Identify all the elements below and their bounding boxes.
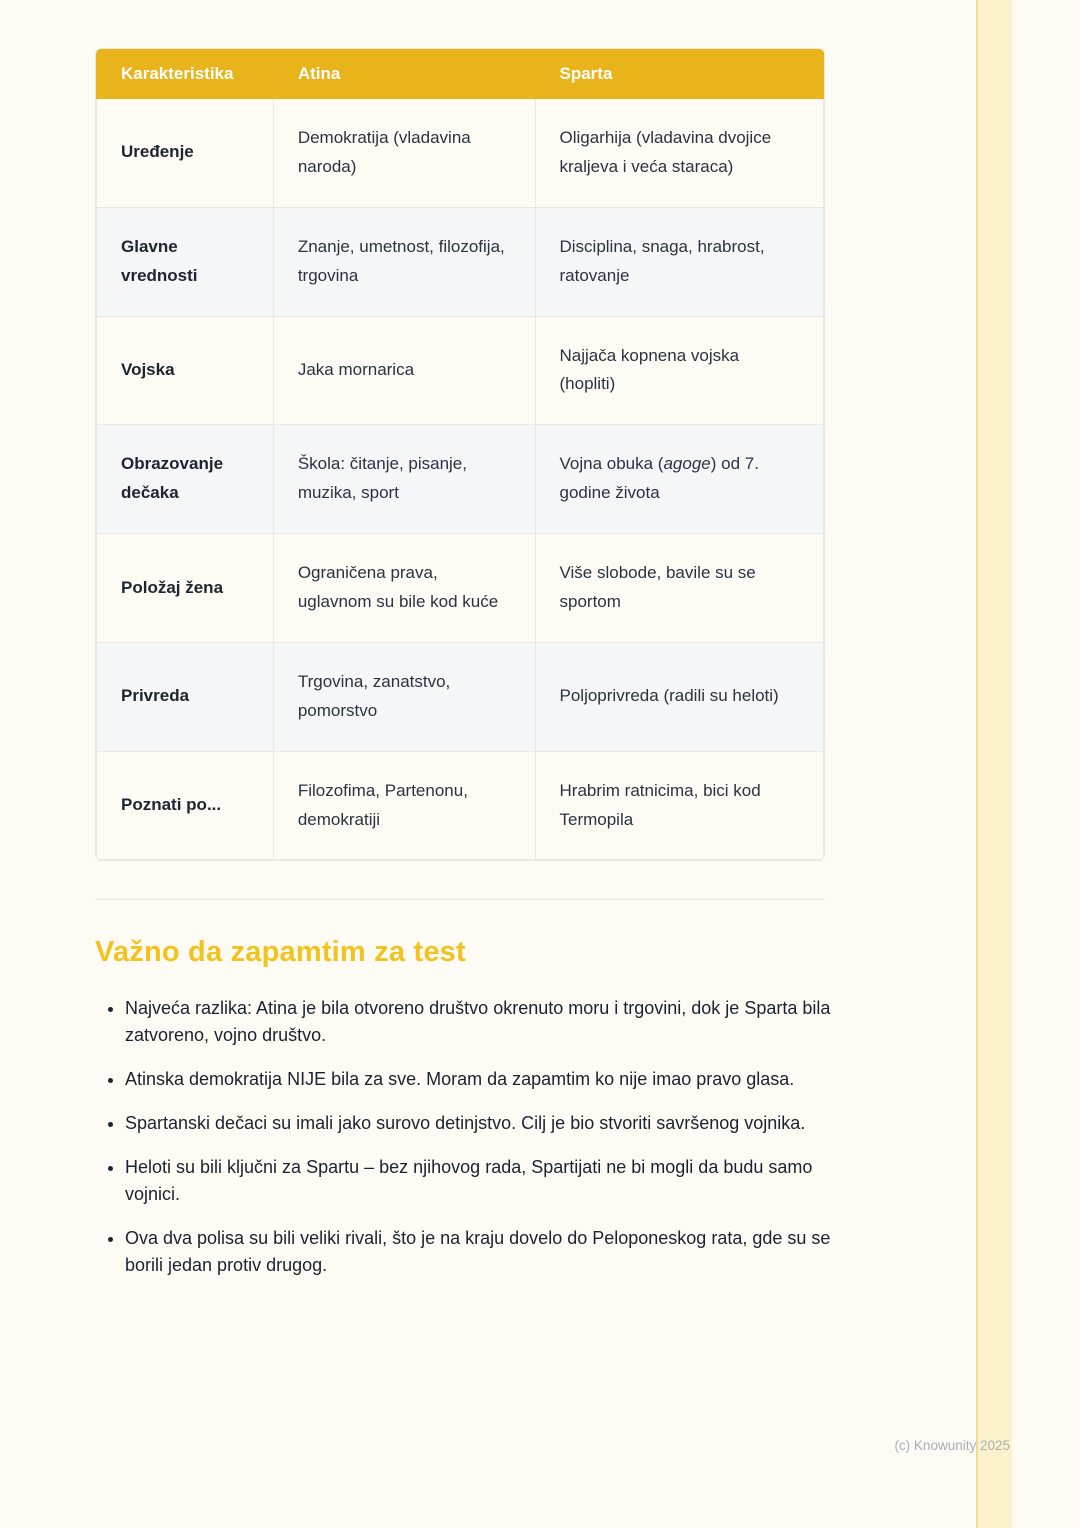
cell-atina: Demokratija (vladavina naroda) [273, 99, 535, 208]
table-row [97, 425, 824, 534]
cell-atina: Jaka mornarica [273, 316, 535, 425]
cell-feature: Uređenje [97, 99, 274, 208]
table-row [97, 642, 824, 751]
cell-feature: Položaj žena [97, 534, 274, 643]
copyright-text: (c) Knowunity 2025 [894, 1438, 1010, 1453]
cell-atina: Znanje, umetnost, filozofija, trgovina [273, 207, 535, 316]
list-item-text: Atinska demokratija NIJE bila za sve. Moram da zapamtim ko nije imao pravo glasa. [125, 1069, 795, 1090]
section-divider [95, 899, 825, 900]
table-row [97, 99, 824, 208]
list-item [125, 995, 855, 1049]
cell-feature: Glavne vrednosti [97, 207, 274, 316]
cell-sparta: Više slobode, bavile su se sportom [535, 534, 824, 643]
page-edge-stripe [976, 0, 1012, 1528]
cell-sparta: Najjača kopnena vojska (hopliti) [535, 316, 824, 425]
table-header-row [97, 50, 824, 99]
section-title: Važno da zapamtim za test [95, 936, 466, 969]
list-item [125, 1225, 855, 1279]
list-item-text: Heloti su bili ključni za Spartu – bez njihovog rada, Spartijati ne bi mogli da budu samo vojnici. [125, 1157, 813, 1205]
list-item-text: Ova dva polisa su bili veliki rivali, što je na kraju dovelo do Peloponeskog rata, gde su se borili jedan protiv drugog. [125, 1228, 831, 1276]
cell-sparta: Poljoprivreda (radili su heloti) [535, 642, 824, 751]
cell-sparta-text: Vojna obuka ( [559, 454, 664, 474]
comparison-table [96, 49, 824, 860]
list-item [125, 1110, 855, 1137]
cell-sparta: Disciplina, snaga, hrabrost, ratovanje [535, 207, 824, 316]
cell-sparta: Hrabrim ratnicima, bici kod Termopila [535, 751, 824, 860]
cell-sparta-text: ) od 7. godine života [559, 454, 759, 503]
column-header-sparta: Sparta [535, 50, 824, 99]
cell-sparta [535, 425, 824, 534]
cell-atina: Škola: čitanje, pisanje, muzika, sport [273, 425, 535, 534]
table-row [97, 207, 824, 316]
column-header-atina: Atina [273, 50, 535, 99]
list-item [125, 1154, 855, 1208]
list-item-text: Najveća razlika: Atina je bila otvoreno društvo okrenuto moru i trgovini, dok je Sparta bila zatvoreno, vojno društvo. [125, 998, 831, 1046]
table-row [97, 751, 824, 860]
cell-feature: Vojska [97, 316, 274, 425]
table-row [97, 534, 824, 643]
column-header-karakteristika: Karakteristika [97, 50, 274, 99]
agoge-italic-term: agoge [663, 454, 711, 474]
cell-feature: Obrazovanje dečaka [97, 425, 274, 534]
list-item-text: Spartanski dečaci su imali jako surovo detinjstvo. Cilj je bio stvoriti savršenog vojnika. [125, 1113, 806, 1134]
cell-atina: Trgovina, zanatstvo, pomorstvo [273, 642, 535, 751]
cell-atina: Ograničena prava, uglavnom su bile kod kuće [273, 534, 535, 643]
key-points-list [95, 995, 855, 1279]
comparison-table-wrapper [95, 48, 825, 861]
cell-feature: Privreda [97, 642, 274, 751]
table-row [97, 316, 824, 425]
cell-atina: Filozofima, Partenonu, demokratiji [273, 751, 535, 860]
list-item [125, 1066, 855, 1093]
cell-sparta: Oligarhija (vladavina dvojice kraljeva i veća staraca) [535, 99, 824, 208]
cell-feature: Poznati po... [97, 751, 274, 860]
page-content [95, 48, 857, 1296]
